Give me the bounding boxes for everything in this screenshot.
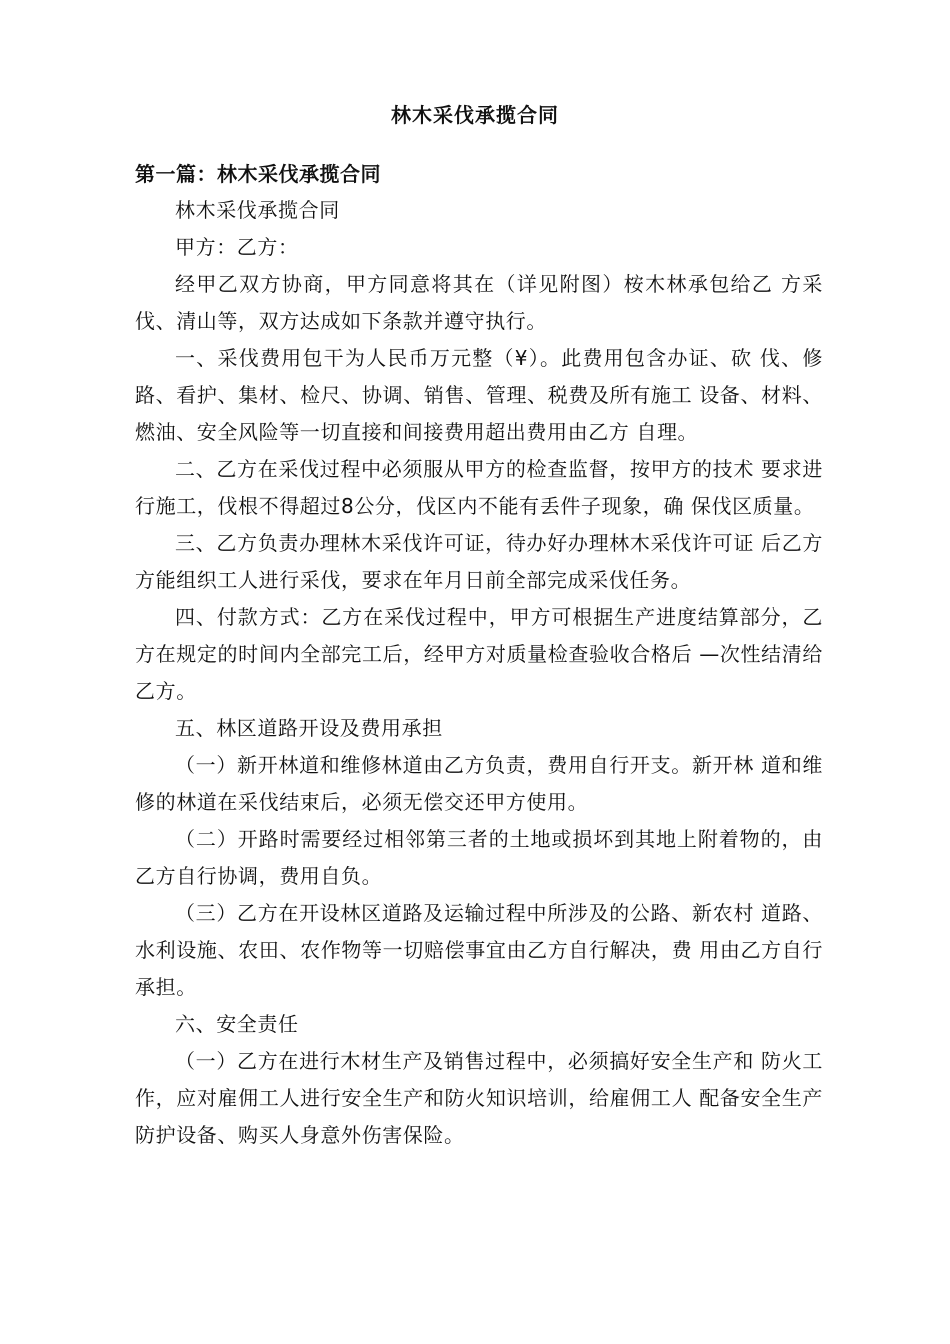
paragraph-clause-5-1: （一）新开林道和维修林道由乙方负责，费用自行开支。新开林 道和维修的林道在采伐结束后，必须无偿交还甲方使用。 — [135, 753, 823, 814]
paragraph-clause-5-heading: 五、林区道路开设及费用承担 — [175, 716, 443, 740]
paragraph-clause-5-2: （二）开路时需要经过相邻第三者的土地或损坏到其地上附着物的，由乙方自行协调，费用自负。 — [135, 827, 823, 888]
document-body — [135, 156, 823, 1154]
paragraph-intro: 经甲乙双方协商，甲方同意将其在（详见附图）桉木林承包给乙 方采伐、清山等，双方达成如下条款并遵守执行。 — [135, 272, 823, 333]
document-title: 林木采伐承揽合同 — [391, 103, 559, 127]
paragraph-clause-3: 三、乙方负责办理林木采伐许可证，待办好办理林木采伐许可证 后乙方方能组织工人进行采伐，要求在年月日前全部完成采伐任务。 — [135, 531, 823, 592]
paragraph-clause-6-1: （一）乙方在进行木材生产及销售过程中，必须搞好安全生产和 防火工作，应对雇佣工人进行安全生产和防火知识培训，给雇佣工人 配备安全生产防护设备、购买人身意外伤害保险。 — [135, 1049, 823, 1147]
paragraph-clause-1: 一、采伐费用包干为人民币万元整（¥）。此费用包含办证、砍 伐、修路、看护、集材、检尺、协调、销售、管理、税费及所有施工 设备、材料、燃油、安全风险等一切直接和间接费用超出费用由乙方 自理。 — [135, 346, 823, 444]
paragraph-clause-5-3: （三）乙方在开设林区道路及运输过程中所涉及的公路、新农村 道路、水利设施、农田、农作物等一切赔偿事宜由乙方自行解决，费 用由乙方自行承担。 — [135, 901, 823, 999]
paragraph-clause-2: 二、乙方在采伐过程中必须服从甲方的检查监督，按甲方的技术 要求进行施工，伐根不得超过8公分，伐区内不能有丢件子现象，确 保伐区质量。 — [135, 457, 823, 518]
paragraph-clause-6-heading: 六、安全责任 — [175, 1012, 299, 1036]
paragraph-clause-4: 四、付款方式：乙方在采伐过程中，甲方可根据生产进度结算部分，乙方在规定的时间内全部完工后，经甲方对质量检查验收合格后 —次性结清给乙方。 — [135, 605, 823, 703]
paragraph-contract-name: 林木采伐承揽合同 — [175, 198, 340, 222]
paragraph-parties: 甲方：乙方： — [175, 235, 299, 259]
section-heading: 第一篇：林木采伐承揽合同 — [135, 162, 381, 186]
